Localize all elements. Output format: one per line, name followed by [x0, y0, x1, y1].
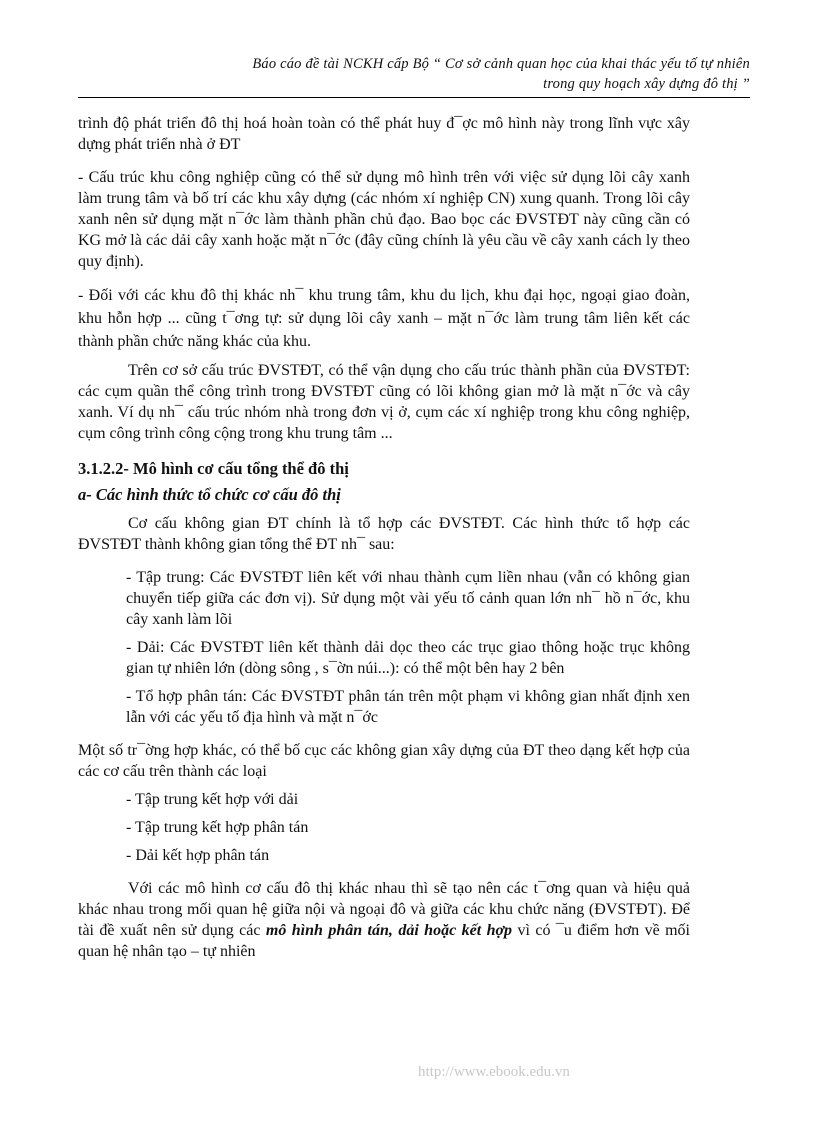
section-subheading: a- Các hình thức tổ chức cơ cấu đô thị: [78, 485, 341, 504]
watermark-url: http://www.ebook.edu.vn: [418, 1064, 570, 1080]
document-body: [78, 113, 690, 962]
list-item-combo-2: - Tập trung kết hợp phân tán: [126, 819, 309, 836]
conclusion-emphasis: mô hình phân tán, dải hoặc kết hợp: [265, 922, 513, 939]
page-header: [78, 54, 750, 94]
header-divider: [78, 97, 750, 98]
paragraph-industrial-zone: - Cấu trúc khu công nghiệp cũng có thể sử dụng mô hình trên với việc sử dụng lõi cây xanh làm trung tâm và bố trí các khu xây dựng (các nhóm xí nghiệp CN) xung quanh. Trong lõi cây xanh nên sử dụng mặt n¯ớc làm thành phần chủ đạo. Bao bọc các ĐVSTĐT này cũng cần có KG mở là các dải cây xanh hoặc mặt n¯ớc (đây cũng chính là yêu cầu về cây xanh cách ly theo quy định).: [78, 169, 690, 270]
paragraph-intro-continuation: trình độ phát triển đô thị hoá hoàn toàn có thể phát huy đ¯ợc mô hình này trong lĩnh vực xây dựng phát triển nhà ở ĐT: [78, 115, 690, 153]
paragraph-combined-cases: Một số tr¯ờng hợp khác, có thể bố cục các không gian xây dựng của ĐT theo dạng kết hợp của các cơ cấu trên thành các loại: [78, 742, 690, 780]
list-item-combo-1: - Tập trung kết hợp với dải: [126, 791, 299, 808]
list-item-dispersed: - Tổ hợp phân tán: Các ĐVSTĐT phân tán trên một phạm vi không gian nhất định xen lẫn với các yếu tố địa hình và mặt n¯ớc: [126, 688, 690, 726]
section-heading: 3.1.2.2- Mô hình cơ cấu tổng thể đô thị: [78, 459, 349, 478]
paragraph-component-structure: Trên cơ sở cấu trúc ĐVSTĐT, có thể vận dụng cho cấu trúc thành phần của ĐVSTĐT: các cụm quần thể công trình trong ĐVSTĐT cũng có lõi không gian mở là mặt n¯ớc và cây xanh. Ví dụ nh¯ cấu trúc nhóm nhà trong đơn vị ở, cụm các xí nghiệp trong khu công nghiệp, cụm công trình công cộng trong khu trung tâm ...: [78, 362, 690, 442]
paragraph-other-zones: - Đối với các khu đô thị khác nh¯ khu trung tâm, khu du lịch, khu đại học, ngoại giao đoàn, khu hỗn hợp ... cũng t¯ơng tự: sử dụng lõi cây xanh – mặt n¯ớc làm trung tâm liên kết các thành phần chức năng khác của khu.: [78, 287, 690, 350]
header-title-line-1: Báo cáo đề tài NCKH cấp Bộ “ Cơ sở cảnh quan học của khai thác yếu tố tự nhiên: [252, 56, 750, 72]
conclusion-text-end: vì có ¯u điểm hơn về mối quan hệ nhân tạo – tự nhiên: [78, 922, 691, 960]
list-item-concentrated: - Tập trung: Các ĐVSTĐT liên kết với nhau thành cụm liền nhau (vẫn có không gian chuyển tiếp giữa các đơn vị). Sử dụng một vài yếu tố cảnh quan lớn nh¯ hồ n¯ớc, khu cây xanh làm lõi: [126, 569, 690, 628]
conclusion-text-start: Với các mô hình cơ cấu đô thị khác nhau thì sẽ tạo nên các t¯ơng quan và hiệu quả khác nhau trong mối quan hệ giữa nội và ngoại đô và giữa các khu chức năng (ĐVSTĐT). Để tài đề xuất nên sử dụng các: [78, 880, 690, 939]
list-item-combo-3: - Dải kết hợp phân tán: [126, 847, 270, 864]
paragraph-conclusion: [78, 878, 690, 962]
paragraph-spatial-structure: Cơ cấu không gian ĐT chính là tổ hợp các ĐVSTĐT. Các hình thức tổ hợp các ĐVSTĐT thành không gian tổng thể ĐT nh¯ sau:: [78, 515, 690, 553]
list-item-strip: - Dải: Các ĐVSTĐT liên kết thành dải dọc theo các trục giao thông hoặc trục không gian tự nhiên lớn (dòng sông , s¯ờn núi...): có thể một bên hay 2 bên: [126, 639, 690, 677]
header-title-line-2: trong quy hoạch xây dựng đô thị ”: [543, 76, 750, 92]
